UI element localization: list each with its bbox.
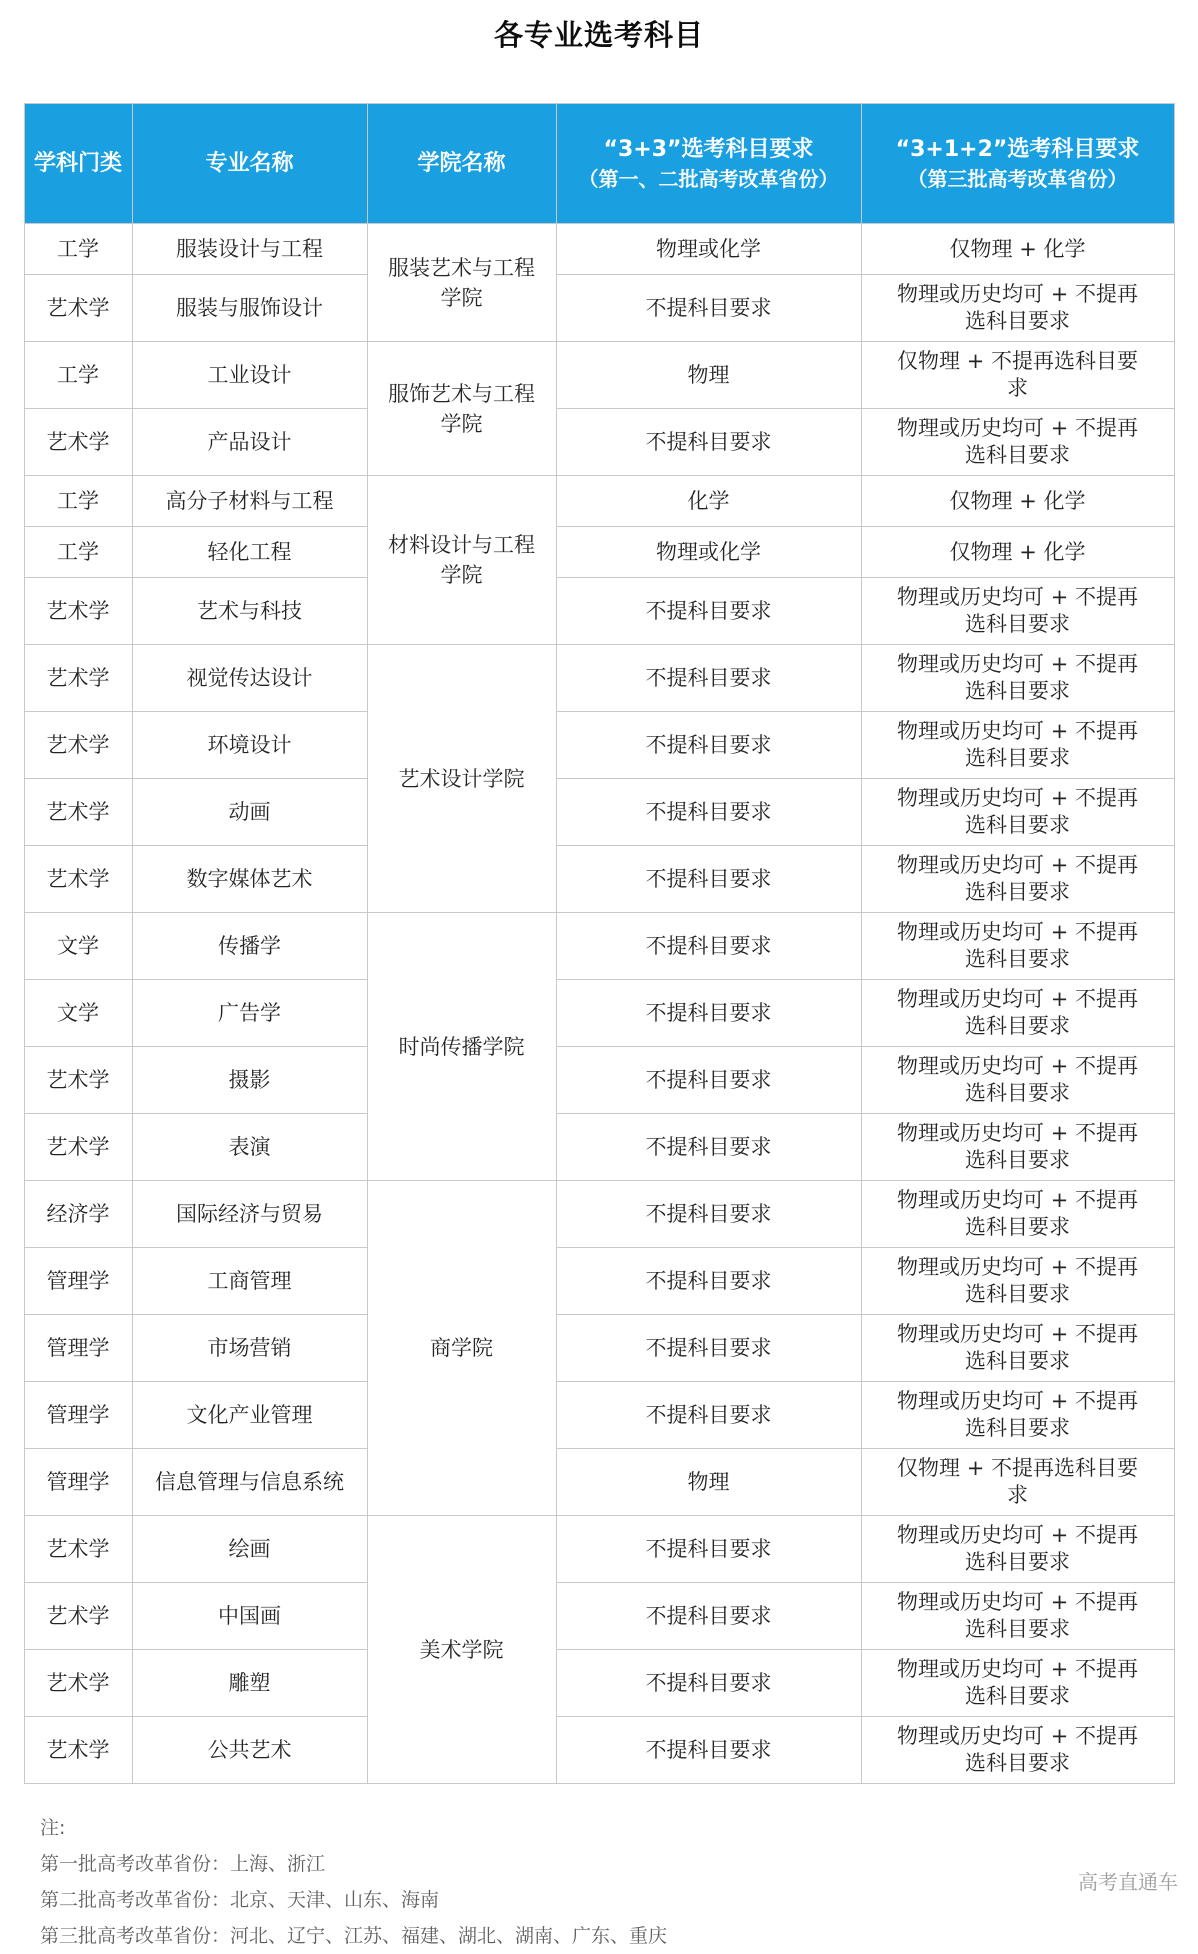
req-3-3-cell: 不提科目要求 [556, 1583, 861, 1650]
req-3-3-cell: 不提科目要求 [556, 980, 861, 1047]
req-3-1-2-cell [861, 476, 1174, 527]
req-3-1-2-cell [861, 1516, 1174, 1583]
req-3-3-cell: 不提科目要求 [556, 1650, 861, 1717]
table-row [24, 527, 1174, 578]
college-name: 服装艺术与工程学院 [388, 255, 535, 310]
req-3-3-cell: 不提科目要求 [556, 712, 861, 779]
major-cell: 产品设计 [132, 409, 367, 476]
notes-line: 第三批高考改革省份：河北、辽宁、江苏、福建、湖北、湖南、广东、重庆 [40, 1925, 668, 1947]
major-cell: 传播学 [132, 913, 367, 980]
req-3-1-2-cell [861, 1449, 1174, 1516]
major-cell: 动画 [132, 779, 367, 846]
major-cell: 摄影 [132, 1047, 367, 1114]
major-cell: 视觉传达设计 [132, 645, 367, 712]
table-row [24, 1717, 1174, 1784]
header-req-3-1-2 [861, 104, 1174, 224]
major-cell: 高分子材料与工程 [132, 476, 367, 527]
category-cell: 工学 [24, 476, 132, 527]
major-cell: 服装设计与工程 [132, 224, 367, 275]
major-cell: 国际经济与贸易 [132, 1181, 367, 1248]
category-cell: 艺术学 [24, 712, 132, 779]
req-3-3-cell: 不提科目要求 [556, 409, 861, 476]
category-cell: 经济学 [24, 1181, 132, 1248]
table-row [24, 1449, 1174, 1516]
category-cell: 工学 [24, 224, 132, 275]
table-row [24, 1114, 1174, 1181]
req-3-1-2-cell [861, 1047, 1174, 1114]
table-header [24, 104, 1174, 224]
req-3-1-2-cell [861, 224, 1174, 275]
req-3-1-2-cell [861, 1717, 1174, 1784]
category-cell: 艺术学 [24, 275, 132, 342]
req-3-1-2-text: 仅物理 + 不提再选科目要求 [897, 1456, 1138, 1507]
table-row [24, 224, 1174, 275]
category-cell: 艺术学 [24, 1516, 132, 1583]
category-cell: 管理学 [24, 1449, 132, 1516]
header-college [367, 104, 556, 224]
category-cell: 艺术学 [24, 409, 132, 476]
req-3-1-2-text: 物理或历史均可 + 不提再选科目要求 [897, 282, 1138, 333]
header-category [24, 104, 132, 224]
req-3-3-cell: 不提科目要求 [556, 1181, 861, 1248]
category-cell: 艺术学 [24, 1650, 132, 1717]
req-3-1-2-cell [861, 913, 1174, 980]
major-cell: 文化产业管理 [132, 1382, 367, 1449]
table-row [24, 1516, 1174, 1583]
major-cell: 绘画 [132, 1516, 367, 1583]
table-row [24, 980, 1174, 1047]
table-row [24, 342, 1174, 409]
req-3-3-cell: 不提科目要求 [556, 913, 861, 980]
college-name: 商学院 [430, 1336, 493, 1360]
table-row [24, 712, 1174, 779]
req-3-3-cell: 不提科目要求 [556, 1248, 861, 1315]
major-cell: 中国画 [132, 1583, 367, 1650]
category-cell: 工学 [24, 527, 132, 578]
req-3-1-2-text: 物理或历史均可 + 不提再选科目要求 [897, 1590, 1138, 1641]
college-name: 服饰艺术与工程学院 [388, 381, 535, 436]
req-3-3-cell: 不提科目要求 [556, 645, 861, 712]
req-3-1-2-cell [861, 1315, 1174, 1382]
req-3-1-2-text: 物理或历史均可 + 不提再选科目要求 [897, 1255, 1138, 1306]
table-row [24, 275, 1174, 342]
notes-line: 第一批高考改革省份：上海、浙江 [40, 1853, 326, 1875]
college-name: 材料设计与工程学院 [388, 533, 535, 587]
req-3-1-2-text: 物理或历史均可 + 不提再选科目要求 [897, 1322, 1138, 1373]
req-3-1-2-text: 物理或历史均可 + 不提再选科目要求 [897, 987, 1138, 1038]
req-3-1-2-text: 物理或历史均可 + 不提再选科目要求 [897, 585, 1138, 636]
table-row [24, 1181, 1174, 1248]
req-3-1-2-text: 物理或历史均可 + 不提再选科目要求 [897, 786, 1138, 837]
major-cell: 公共艺术 [132, 1717, 367, 1784]
category-cell: 艺术学 [24, 1114, 132, 1181]
college-cell [367, 1181, 556, 1516]
major-cell: 市场营销 [132, 1315, 367, 1382]
req-3-3-cell: 不提科目要求 [556, 1382, 861, 1449]
header-req-3-1-2-sublabel: （第三批高考改革省份） [907, 166, 1128, 191]
req-3-1-2-text: 物理或历史均可 + 不提再选科目要求 [897, 1657, 1138, 1708]
req-3-1-2-cell [861, 409, 1174, 476]
category-cell: 艺术学 [24, 1047, 132, 1114]
req-3-1-2-text: 物理或历史均可 + 不提再选科目要求 [897, 1188, 1138, 1239]
req-3-3-cell: 不提科目要求 [556, 846, 861, 913]
major-cell: 艺术与科技 [132, 578, 367, 645]
category-cell: 艺术学 [24, 645, 132, 712]
table-row [24, 1248, 1174, 1315]
college-cell [367, 645, 556, 913]
req-3-1-2-cell [861, 578, 1174, 645]
header-major-label: 专业名称 [205, 151, 294, 176]
req-3-1-2-text: 物理或历史均可 + 不提再选科目要求 [897, 1121, 1138, 1172]
req-3-3-cell: 不提科目要求 [556, 779, 861, 846]
req-3-1-2-text: 物理或历史均可 + 不提再选科目要求 [897, 853, 1138, 904]
watermark: 高考直通车 [1078, 1870, 1178, 1894]
req-3-1-2-cell [861, 275, 1174, 342]
req-3-3-cell: 不提科目要求 [556, 1315, 861, 1382]
req-3-1-2-cell [861, 645, 1174, 712]
req-3-3-cell: 不提科目要求 [556, 1516, 861, 1583]
category-cell: 艺术学 [24, 846, 132, 913]
notes-line: 第二批高考改革省份：北京、天津、山东、海南 [40, 1889, 440, 1911]
college-cell [367, 224, 556, 342]
college-name: 时尚传播学院 [398, 1034, 525, 1059]
header-college-label: 学院名称 [417, 151, 506, 176]
req-3-1-2-text: 物理或历史均可 + 不提再选科目要求 [897, 416, 1138, 467]
notes-label: 注: [40, 1817, 66, 1839]
header-req-3-3-label: “3+3”选考科目要求 [603, 136, 814, 162]
req-3-1-2-cell [861, 846, 1174, 913]
college-cell [367, 1516, 556, 1784]
table-row [24, 645, 1174, 712]
table-row [24, 779, 1174, 846]
req-3-1-2-cell [861, 1114, 1174, 1181]
req-3-3-cell: 物理或化学 [556, 527, 861, 578]
header-req-3-3-sublabel: （第一、二批高考改革省份） [578, 166, 839, 191]
table-row [24, 1315, 1174, 1382]
category-cell: 工学 [24, 342, 132, 409]
major-cell: 雕塑 [132, 1650, 367, 1717]
table-row [24, 476, 1174, 527]
req-3-1-2-cell [861, 1583, 1174, 1650]
college-name: 艺术设计学院 [398, 766, 525, 791]
req-3-1-2-cell [861, 1650, 1174, 1717]
major-cell: 环境设计 [132, 712, 367, 779]
category-cell: 管理学 [24, 1315, 132, 1382]
table-row [24, 1382, 1174, 1449]
req-3-3-cell: 不提科目要求 [556, 578, 861, 645]
category-cell: 艺术学 [24, 779, 132, 846]
header-req-3-1-2-label: “3+1+2”选考科目要求 [895, 136, 1140, 162]
major-cell: 数字媒体艺术 [132, 846, 367, 913]
table-row [24, 1650, 1174, 1717]
req-3-1-2-text: 物理或历史均可 + 不提再选科目要求 [897, 1724, 1138, 1775]
table-body [24, 224, 1174, 1784]
req-3-1-2-cell [861, 1181, 1174, 1248]
req-3-1-2-cell [861, 1382, 1174, 1449]
req-3-3-cell: 不提科目要求 [556, 275, 861, 342]
req-3-3-cell: 物理 [556, 1449, 861, 1516]
req-3-1-2-text: 仅物理 + 化学 [949, 236, 1086, 261]
category-cell: 艺术学 [24, 578, 132, 645]
major-cell: 表演 [132, 1114, 367, 1181]
category-cell: 管理学 [24, 1248, 132, 1315]
req-3-1-2-cell [861, 342, 1174, 409]
major-cell: 工商管理 [132, 1248, 367, 1315]
req-3-3-cell: 不提科目要求 [556, 1114, 861, 1181]
college-cell [367, 342, 556, 476]
category-cell: 艺术学 [24, 1717, 132, 1784]
req-3-3-cell: 不提科目要求 [556, 1717, 861, 1784]
table-row [24, 409, 1174, 476]
college-cell [367, 913, 556, 1181]
req-3-3-cell: 不提科目要求 [556, 1047, 861, 1114]
table-row [24, 1047, 1174, 1114]
req-3-1-2-text: 仅物理 + 化学 [949, 539, 1086, 564]
notes [40, 1810, 1198, 1954]
category-cell: 艺术学 [24, 1583, 132, 1650]
college-cell [367, 476, 556, 645]
req-3-1-2-text: 仅物理 + 不提再选科目要求 [897, 349, 1138, 400]
major-cell: 轻化工程 [132, 527, 367, 578]
major-cell: 服装与服饰设计 [132, 275, 367, 342]
req-3-1-2-text: 物理或历史均可 + 不提再选科目要求 [897, 719, 1138, 770]
major-cell: 信息管理与信息系统 [132, 1449, 367, 1516]
table-row [24, 578, 1174, 645]
req-3-1-2-cell [861, 712, 1174, 779]
college-name: 美术学院 [419, 1637, 504, 1662]
req-3-3-cell: 物理或化学 [556, 224, 861, 275]
header-category-label: 学科门类 [33, 151, 122, 176]
req-3-1-2-text: 物理或历史均可 + 不提再选科目要求 [897, 1054, 1138, 1105]
subject-requirements-table [24, 103, 1175, 1784]
req-3-1-2-text: 物理或历史均可 + 不提再选科目要求 [897, 920, 1138, 971]
req-3-1-2-text: 物理或历史均可 + 不提再选科目要求 [897, 1389, 1138, 1440]
req-3-3-cell: 化学 [556, 476, 861, 527]
req-3-1-2-cell [861, 1248, 1174, 1315]
category-cell: 文学 [24, 913, 132, 980]
table-row [24, 846, 1174, 913]
req-3-1-2-text: 仅物理 + 化学 [949, 488, 1086, 513]
major-cell: 广告学 [132, 980, 367, 1047]
req-3-1-2-cell [861, 779, 1174, 846]
table-row [24, 913, 1174, 980]
table-header-row [24, 104, 1174, 224]
req-3-1-2-cell [861, 980, 1174, 1047]
req-3-1-2-text: 物理或历史均可 + 不提再选科目要求 [897, 652, 1138, 703]
req-3-1-2-text: 物理或历史均可 + 不提再选科目要求 [897, 1523, 1138, 1574]
table-row [24, 1583, 1174, 1650]
category-cell: 管理学 [24, 1382, 132, 1449]
header-major [132, 104, 367, 224]
category-cell: 文学 [24, 980, 132, 1047]
req-3-1-2-cell [861, 527, 1174, 578]
major-cell: 工业设计 [132, 342, 367, 409]
req-3-3-cell: 物理 [556, 342, 861, 409]
header-req-3-3 [556, 104, 861, 224]
page-title: 各专业选考科目 [493, 18, 704, 52]
